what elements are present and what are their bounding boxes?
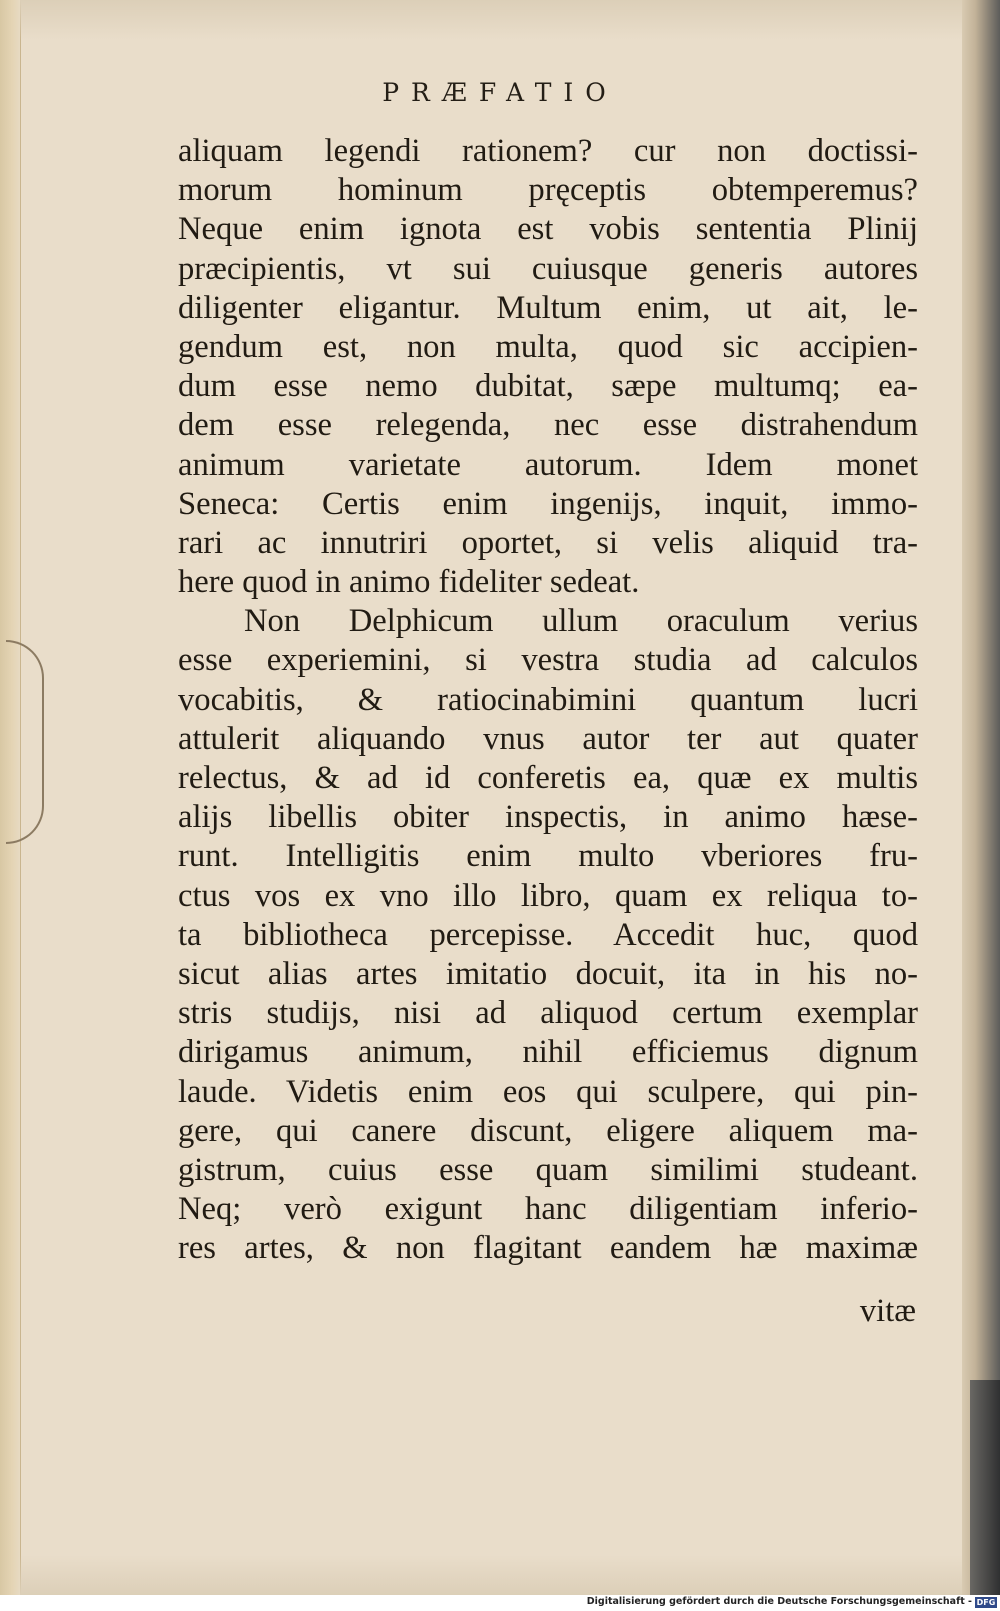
- text-line: relectus, & ad id conferetis ea, quæ ex multis: [178, 760, 918, 796]
- text-block: [178, 132, 918, 1268]
- text-line: morum hominum pręceptis obtemperemus?: [178, 172, 918, 209]
- text-line: diligenter eligantur. Multum enim, ut ait, le-: [178, 289, 918, 326]
- text-line: Seneca: Certis enim ingenijs, inquit, immo-: [178, 485, 918, 522]
- text-line: præcipientis, vt sui cuiusque generis autores: [178, 250, 918, 287]
- dfg-logo: DFG: [976, 1598, 996, 1607]
- text-line: res artes, & non flagitant eandem hæ maximæ: [178, 1230, 918, 1267]
- text-line: dum esse nemo dubitat, sæpe multumq; ea-: [178, 368, 918, 405]
- text-line: Neque enim ignota est vobis sententia Plinij: [178, 211, 918, 248]
- text-line: animum varietate autorum. Idem monet: [178, 446, 918, 483]
- text-line: aliquam legendi rationem? cur non doctissi-: [178, 133, 918, 169]
- digitization-footer: [0, 1595, 1000, 1611]
- text-line: dem esse relegenda, nec esse distrahendum: [178, 407, 918, 444]
- text-line: alijs libellis obiter inspectis, in animo hæse-: [178, 799, 918, 836]
- text-line: gistrum, cuius esse quam similimi studeant.: [178, 1151, 918, 1188]
- text-line: ctus vos ex vno illo libro, quam ex reliqua to-: [178, 877, 918, 914]
- paper-stain-bottom: [20, 1555, 962, 1595]
- catchword: vitæ: [859, 1293, 916, 1329]
- text-line: here quod in animo fideliter sedeat.: [178, 564, 640, 601]
- text-line: ta bibliotheca percepisse. Accedit huc, quod: [178, 916, 918, 953]
- running-head: PRÆFATIO: [382, 78, 618, 107]
- text-line: gere, qui canere discunt, eligere aliquem ma-: [178, 1112, 918, 1149]
- text-line: rari ac innutriri oportet, si velis aliquid tra-: [178, 524, 918, 561]
- text-line: gendum est, non multa, quod sic accipien-: [178, 328, 918, 365]
- text-line: vocabitis, & ratiocinabimini quantum lucri: [178, 681, 918, 718]
- fore-edge-shadow: [970, 1380, 1000, 1595]
- text-line: runt. Intelligitis enim multo vberiores fru-: [178, 838, 918, 875]
- fore-edge: [962, 0, 1000, 1595]
- text-line: dirigamus animum, nihil efficiemus dignum: [178, 1034, 918, 1071]
- text-line: stris studijs, nisi ad aliquod certum exemplar: [178, 995, 918, 1032]
- page-tab-mark: [6, 640, 44, 844]
- text-line: laude. Videtis enim eos qui sculpere, qui pin-: [178, 1073, 918, 1110]
- text-line: Neq; verò exigunt hanc diligentiam inferio-: [178, 1191, 918, 1228]
- paper-stain-top: [20, 0, 962, 40]
- paragraph-start-line: Non Delphicum ullum oraculum verius: [244, 603, 918, 640]
- text-line: attulerit aliquando vnus autor ter aut quater: [178, 720, 918, 757]
- text-line: sicut alias artes imitatio docuit, ita in his no-: [178, 955, 918, 992]
- funding-credit: Digitalisierung gefördert durch die Deutsche Forschungsgemeinschaft -: [586, 1596, 972, 1607]
- text-line: esse experiemini, si vestra studia ad calculos: [178, 642, 918, 679]
